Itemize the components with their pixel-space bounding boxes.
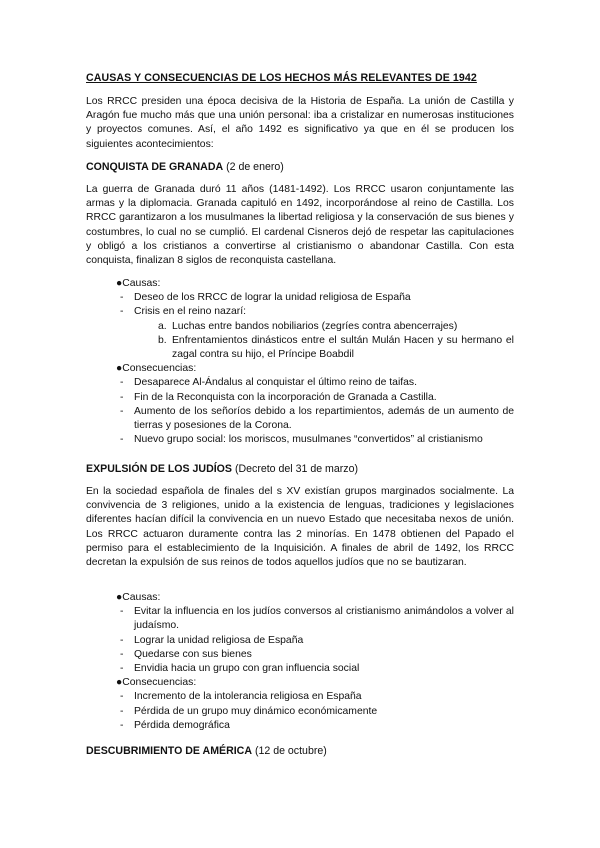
dash-marker: - (120, 606, 124, 618)
list-item (86, 391, 514, 405)
section-heading-expulsion (86, 462, 514, 476)
sub-marker: a. (158, 320, 167, 332)
list-item (86, 634, 514, 648)
dash-marker: - (120, 719, 124, 731)
dash-marker: - (120, 292, 124, 304)
list-item-text: Pérdida de un grupo muy dinámico económicamente (134, 705, 378, 717)
list-item (86, 305, 514, 319)
section-title: EXPULSIÓN DE LOS JUDÍOS (86, 463, 232, 475)
list-item (86, 433, 514, 447)
sub-item-text: Luchas entre bandos nobiliarios (zegríes contra abencerrajes) (172, 320, 458, 332)
expulsion-paragraph: En la sociedad española de finales del s XV existían grupos marginados socialmente. La convivencia de 3 religiones, unido a la existencia de lenguas, tradiciones y legislaciones diferentes hacían difícil la convivencia en un nuevo Estado que necesitaba nexos de unión. Los RRCC actuaron duramente contra las 2 minorías. En 1478 obtienen del Papado el permiso para el establecimiento de la Inquisición. A finales de abril de 1492, los RRCC decretan la expulsión de sus reinos de todos aquellos judíos que no se bautizaran. (86, 486, 514, 569)
list-item (86, 690, 514, 704)
sub-list-item (86, 320, 514, 334)
dash-marker: - (120, 634, 124, 646)
dash-marker: - (120, 434, 124, 446)
list-item-text: Quedarse con sus bienes (134, 648, 252, 660)
list-item (86, 662, 514, 676)
list-item-text: Pérdida demográfica (134, 719, 230, 731)
list-item (86, 291, 514, 305)
section-title: CONQUISTA DE GRANADA (86, 161, 224, 173)
dash-marker: - (120, 377, 124, 389)
causes-label: ●Causas: (116, 592, 161, 603)
list-item (86, 705, 514, 719)
dash-marker: - (120, 391, 124, 403)
list-item-text: Deseo de los RRCC de lograr la unidad religiosa de España (134, 292, 411, 304)
sub-list-item (86, 334, 514, 362)
section-heading-granada (86, 160, 514, 174)
list-item-text: Crisis en el reino nazarí: (134, 306, 247, 318)
dash-marker: - (120, 691, 124, 703)
list-item (86, 648, 514, 662)
dash-marker: - (120, 663, 124, 675)
intro-paragraph: Los RRCC presiden una época decisiva de la Historia de España. La unión de Castilla y Aragón fue mucho más que una unión personal: iba a cristalizar en numerosas instituciones y proyectos comunes. Así, el año 1492 es significativo ya que en él se producen los siguientes acontecimientos: (86, 96, 514, 150)
list-item (86, 376, 514, 390)
granada-paragraph: La guerra de Granada duró 11 años (1481-1492). Los RRCC usaron conjuntamente las armas y la diplomacia. Granada capituló en 1492, incorporándose al reino de Castilla. Los RRCC garantizaron a los musulmanes la libertad religiosa y la conservación de sus bienes y costumbres, lo cual no se cumplió. El cardenal Cisneros dejó de respetar las capitulaciones y obligó a los cristianos a convertirse al cristianismo o abandonar Castilla. Con esta conquista, finalizan 8 siglos de reconquista castellana. (86, 184, 514, 267)
list-item (86, 605, 514, 633)
section-title: DESCUBRIMIENTO DE AMÉRICA (86, 745, 252, 757)
section-heading-america (86, 744, 514, 758)
expulsion-lists (86, 591, 514, 733)
list-item (86, 719, 514, 733)
list-item-text: Evitar la influencia en los judíos conversos al cristianismo animándolos a volver al judaísmo. (134, 606, 514, 632)
list-item-text: Aumento de los señoríos debido a los repartimientos, además de un aumento de tierras y posesiones de la Corona. (134, 405, 514, 432)
list-item (86, 405, 514, 433)
section-date: (Decreto del 31 de marzo) (234, 463, 359, 475)
list-item-text: Nuevo grupo social: los moriscos, musulmanes “convertidos” al cristianismo (134, 434, 483, 446)
consequences-label: ●Consecuencias: (116, 677, 197, 689)
list-item-text: Incremento de la intolerancia religiosa en España (134, 691, 362, 703)
dash-marker: - (120, 648, 124, 660)
causes-label: ●Causas: (116, 278, 161, 289)
consequences-label: ●Consecuencias: (116, 363, 197, 375)
list-item-text: Envidia hacia un grupo con gran influencia social (134, 663, 360, 675)
list-item-text: Desaparece Al-Ándalus al conquistar el último reino de taifas. (134, 377, 418, 389)
dash-marker: - (120, 306, 124, 318)
section-date: (12 de octubre) (254, 745, 327, 757)
sub-item-text: Enfrentamientos dinásticos entre el sultán Mulán Hacen y su hermano el zagal contra su hijo, el Príncipe Boabdil (172, 334, 514, 361)
dash-marker: - (120, 705, 124, 717)
document-title: CAUSAS Y CONSECUENCIAS DE LOS HECHOS MÁS RELEVANTES DE 1942 (86, 72, 477, 84)
sub-marker: b. (158, 334, 167, 346)
section-date: (2 de enero) (226, 161, 284, 173)
granada-lists (86, 277, 514, 447)
dash-marker: - (120, 405, 124, 417)
list-item-text: Fin de la Reconquista con la incorporación de Granada a Castilla. (134, 391, 437, 403)
list-item-text: Lograr la unidad religiosa de España (134, 634, 304, 646)
